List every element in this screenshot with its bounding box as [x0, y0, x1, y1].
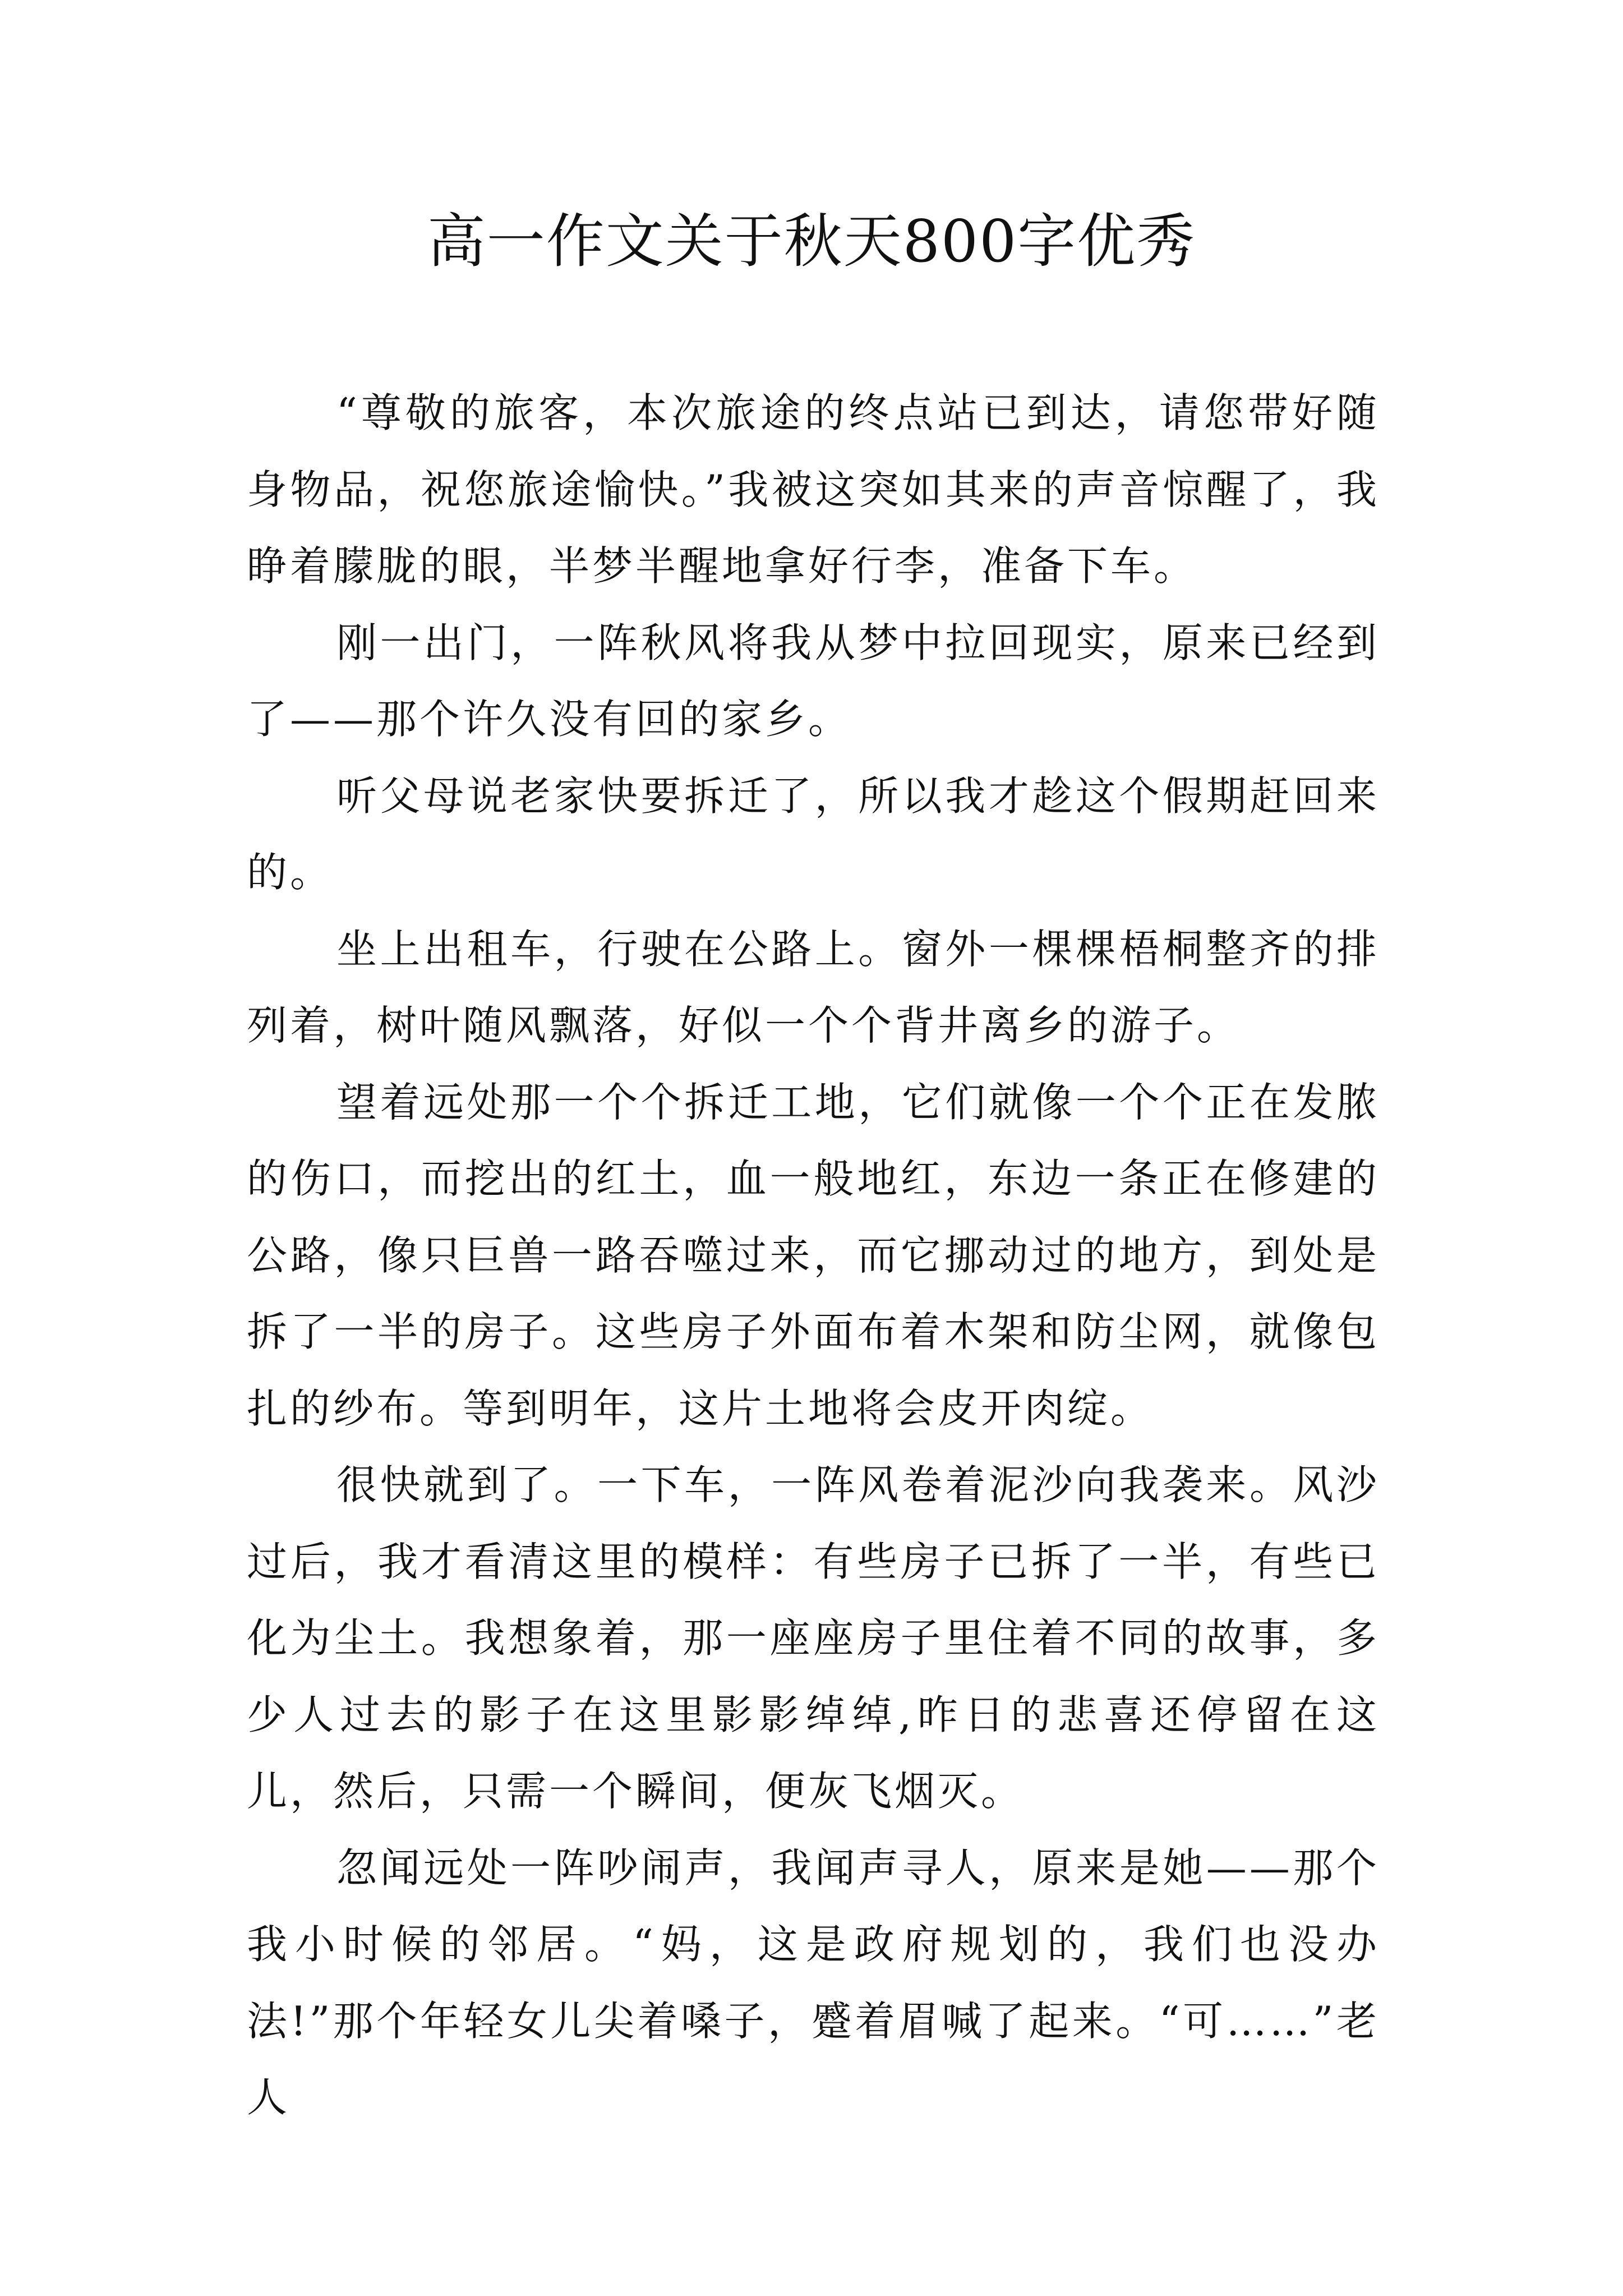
essay-body	[247, 375, 1380, 2136]
paragraph-4: 坐上出租车，行驶在公路上。窗外一棵棵梧桐整齐的排列着，树叶随风飘落，好似一个个背井离乡的游子。	[247, 925, 1380, 1049]
paragraph-2: 刚一出门，一阵秋风将我从梦中拉回现实，原来已经到了——那个许久没有回的家乡。	[247, 619, 1380, 743]
paragraph-1: “尊敬的旅客，本次旅途的终点站已到达，请您带好随身物品，祝您旅途愉快。”我被这突如其来的声音惊醒了，我睁着朦胧的眼，半梦半醒地拿好行李，准备下车。	[247, 389, 1380, 590]
document-title: 高一作文关于秋天800字优秀	[427, 207, 1196, 275]
paragraph-3: 听父母说老家快要拆迁了，所以我才趁这个假期赶回来的。	[247, 772, 1380, 896]
paragraph-7: 忽闻远处一阵吵闹声，我闻声寻人，原来是她——那个我小时候的邻居。“妈，这是政府规划的，我们也没办法!”那个年轻女儿尖着嗓子，蹙着眉喊了起来。“可……”老人	[247, 1844, 1380, 2121]
paragraph-6: 很快就到了。一下车，一阵风卷着泥沙向我袭来。风沙过后，我才看清这里的模样：有些房子已拆了一半，有些已化为尘土。我想象着，那一座座房子里住着不同的故事，多少人过去的影子在这里影影绰绰,昨日的悲喜还停留在这儿，然后，只需一个瞬间，便灰飞烟灭。	[247, 1461, 1380, 1815]
paragraph-5: 望着远处那一个个拆迁工地，它们就像一个个正在发脓的伤口，而挖出的红土，血一般地红，东边一条正在修建的公路，像只巨兽一路吞噬过来，而它挪动过的地方，到处是拆了一半的房子。这些房子外面布着木架和防尘网，就像包扎的纱布。等到明年，这片土地将会皮开肉绽。	[247, 1078, 1380, 1432]
